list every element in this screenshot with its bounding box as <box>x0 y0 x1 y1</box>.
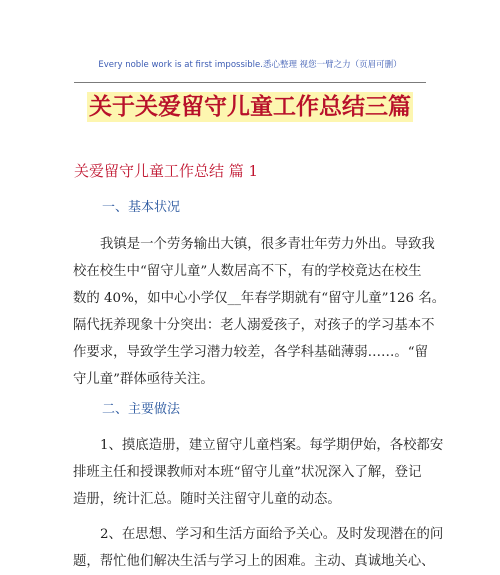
paragraph-line: 造册，统计汇总。随时关注留守儿童的动态。 <box>73 492 341 507</box>
paragraph-line: 2、在思想、学习和生活方面给予关心。及时发现潜在的问 <box>100 527 444 542</box>
paragraph-line: 排班主任和授课教师对本班“留守儿童”状况深入了解，登记 <box>73 465 422 480</box>
heading-basic-situation: 一、基本状况 <box>102 200 181 215</box>
paragraph-method-1 <box>73 432 444 513</box>
paragraph-line: 隔代抚养现象十分突出：老人溺爱孩子，对孩子的学习基本不 <box>73 318 435 333</box>
document-title <box>0 88 500 126</box>
paragraph-basic-situation <box>73 231 446 393</box>
heading-main-methods: 二、主要做法 <box>102 402 181 417</box>
header-divider <box>74 82 426 83</box>
paragraph-line: 1、摸底造册，建立留守儿童档案。每学期伊始，各校都安 <box>100 438 444 453</box>
document-title-text: 关于关爱留守儿童工作总结三篇 <box>89 93 411 120</box>
paragraph-method-2 <box>73 521 444 575</box>
paragraph-line: 校在校生中“留守儿童”人数居高不下，有的学校竟达在校生 <box>73 264 422 279</box>
section-title: 关爱留守儿童工作总结 篇 1 <box>74 162 259 180</box>
page-header-motto: Every noble work is at first impossible.悉心整理 视您一臂之力（页眉可删） <box>98 60 402 70</box>
paragraph-line: 我镇是一个劳务输出大镇，很多青壮年劳力外出。导致我 <box>100 237 435 252</box>
paragraph-line: 守儿童”群体亟待关注。 <box>73 372 214 387</box>
paragraph-line: 数的 40%，如中心小学仅__年春学期就有“留守儿童”126 名。 <box>73 291 446 306</box>
paragraph-line: 作要求，导致学生学习潜力较差，各学科基础薄弱……。“留 <box>73 345 429 360</box>
paragraph-line: 题，帮忙他们解决生活与学习上的困难。主动、真诚地关心、 <box>73 554 435 569</box>
